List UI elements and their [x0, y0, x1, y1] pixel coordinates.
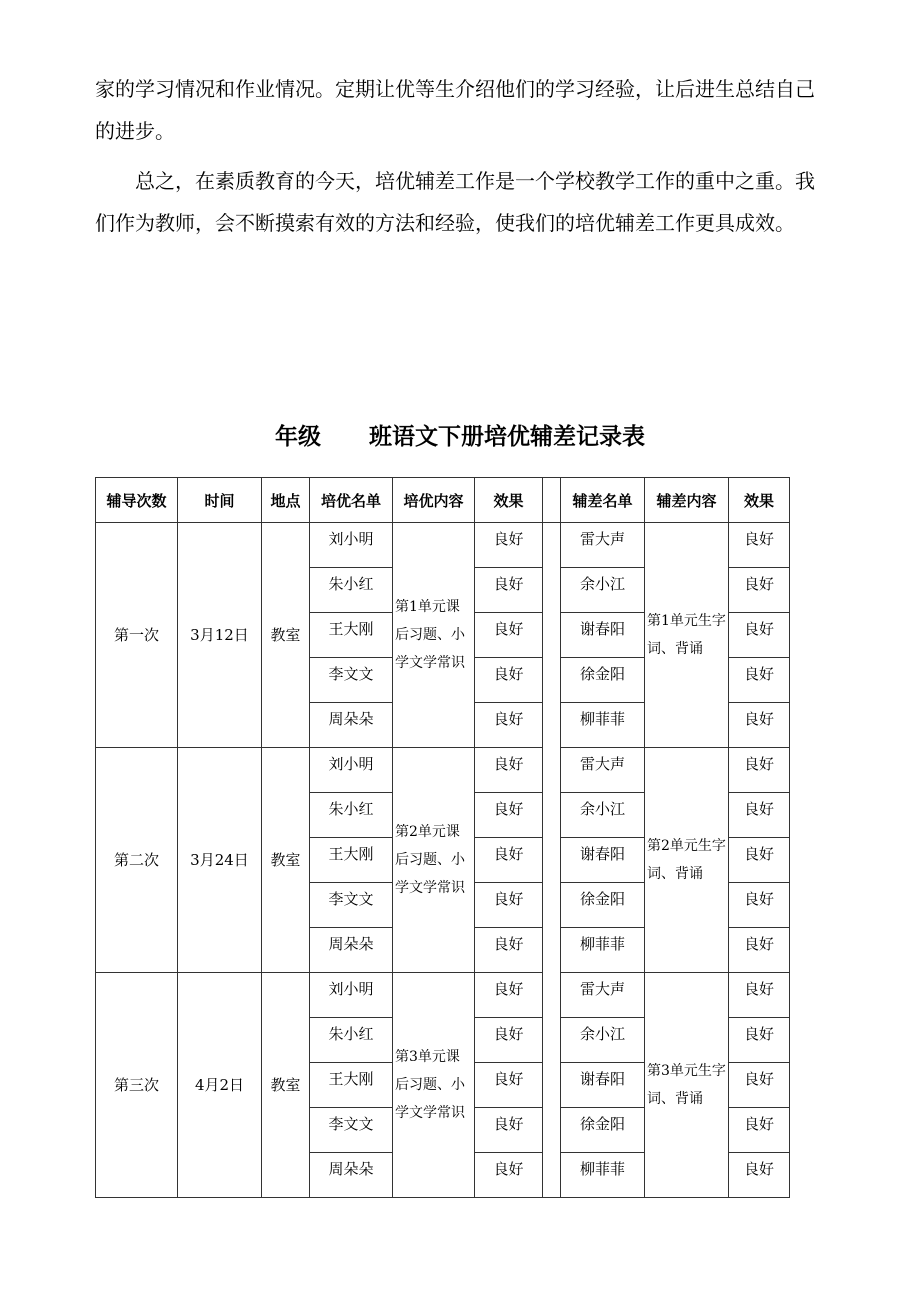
gap-column: [543, 523, 561, 1198]
excel-name: 周朵朵: [310, 1153, 393, 1198]
session-place: 教室: [262, 748, 310, 973]
support-name: 雷大声: [561, 748, 645, 793]
support-result: 良好: [729, 613, 790, 658]
excel-content: 第3单元课后习题、小学文学常识: [393, 973, 475, 1198]
session-count: 第二次: [96, 748, 178, 973]
excel-result: 良好: [475, 793, 543, 838]
support-result: 良好: [729, 703, 790, 748]
excel-result: 良好: [475, 568, 543, 613]
header-place: 地点: [262, 478, 310, 523]
table-row: [96, 748, 790, 793]
tutoring-record-table: [95, 477, 790, 1198]
excel-name: 朱小红: [310, 568, 393, 613]
excel-name: 王大刚: [310, 613, 393, 658]
support-result: 良好: [729, 523, 790, 568]
support-name: 雷大声: [561, 523, 645, 568]
support-name: 谢春阳: [561, 613, 645, 658]
table-row: [96, 973, 790, 1018]
support-name: 徐金阳: [561, 883, 645, 928]
header-support-result: 效果: [729, 478, 790, 523]
header-row: [96, 478, 790, 523]
excel-result: 良好: [475, 1108, 543, 1153]
excel-result: 良好: [475, 883, 543, 928]
excel-result: 良好: [475, 838, 543, 883]
header-support-names: 辅差名单: [561, 478, 645, 523]
support-name: 谢春阳: [561, 838, 645, 883]
session-date: 3月12日: [178, 523, 262, 748]
support-result: 良好: [729, 838, 790, 883]
support-name: 余小江: [561, 1018, 645, 1063]
session-count: 第三次: [96, 973, 178, 1198]
support-content: 第2单元生字词、背诵: [645, 748, 729, 973]
header-excel-result: 效果: [475, 478, 543, 523]
excel-name: 周朵朵: [310, 928, 393, 973]
header-excel-names: 培优名单: [310, 478, 393, 523]
header-gap: [543, 478, 561, 523]
paragraph-1: 家的学习情况和作业情况。定期让优等生介绍他们的学习经验，让后进生总结自己的进步。: [95, 77, 815, 143]
excel-name: 李文文: [310, 1108, 393, 1153]
excel-result: 良好: [475, 523, 543, 568]
session-date: 4月2日: [178, 973, 262, 1198]
support-name: 徐金阳: [561, 1108, 645, 1153]
header-excel-content: 培优内容: [393, 478, 475, 523]
header-session-count: 辅导次数: [96, 478, 178, 523]
excel-name: 朱小红: [310, 1018, 393, 1063]
support-result: 良好: [729, 568, 790, 613]
excel-result: 良好: [475, 748, 543, 793]
excel-name: 朱小红: [310, 793, 393, 838]
excel-result: 良好: [475, 928, 543, 973]
excel-result: 良好: [475, 613, 543, 658]
support-result: 良好: [729, 748, 790, 793]
support-result: 良好: [729, 973, 790, 1018]
support-name: 余小江: [561, 568, 645, 613]
support-result: 良好: [729, 928, 790, 973]
support-name: 柳菲菲: [561, 928, 645, 973]
session-date: 3月24日: [178, 748, 262, 973]
support-name: 徐金阳: [561, 658, 645, 703]
excel-result: 良好: [475, 973, 543, 1018]
support-result: 良好: [729, 658, 790, 703]
header-date: 时间: [178, 478, 262, 523]
support-name: 余小江: [561, 793, 645, 838]
excel-name: 刘小明: [310, 973, 393, 1018]
paragraph-2: 总之，在素质教育的今天，培优辅差工作是一个学校教学工作的重中之重。我们作为教师，会不断摸索有效的方法和经验，使我们的培优辅差工作更具成效。: [95, 169, 815, 235]
support-result: 良好: [729, 1153, 790, 1198]
header-support-content: 辅差内容: [645, 478, 729, 523]
excel-name: 李文文: [310, 883, 393, 928]
excel-name: 王大刚: [310, 1063, 393, 1108]
table-row: [96, 523, 790, 568]
table-title: 年级 班语文下册培优辅差记录表: [274, 424, 646, 450]
excel-result: 良好: [475, 658, 543, 703]
excel-content: 第2单元课后习题、小学文学常识: [393, 748, 475, 973]
excel-result: 良好: [475, 1153, 543, 1198]
support-content: 第3单元生字词、背诵: [645, 973, 729, 1198]
excel-result: 良好: [475, 703, 543, 748]
excel-name: 王大刚: [310, 838, 393, 883]
excel-name: 刘小明: [310, 748, 393, 793]
session-count: 第一次: [96, 523, 178, 748]
table-body: [96, 523, 790, 1198]
support-result: 良好: [729, 1018, 790, 1063]
support-name: 柳菲菲: [561, 1153, 645, 1198]
excel-result: 良好: [475, 1018, 543, 1063]
support-result: 良好: [729, 883, 790, 928]
support-name: 雷大声: [561, 973, 645, 1018]
support-result: 良好: [729, 1063, 790, 1108]
support-result: 良好: [729, 793, 790, 838]
session-place: 教室: [262, 973, 310, 1198]
support-name: 柳菲菲: [561, 703, 645, 748]
support-name: 谢春阳: [561, 1063, 645, 1108]
excel-name: 李文文: [310, 658, 393, 703]
session-place: 教室: [262, 523, 310, 748]
support-content: 第1单元生字词、背诵: [645, 523, 729, 748]
support-result: 良好: [729, 1108, 790, 1153]
excel-content: 第1单元课后习题、小学文学常识: [393, 523, 475, 748]
excel-name: 刘小明: [310, 523, 393, 568]
excel-name: 周朵朵: [310, 703, 393, 748]
excel-result: 良好: [475, 1063, 543, 1108]
